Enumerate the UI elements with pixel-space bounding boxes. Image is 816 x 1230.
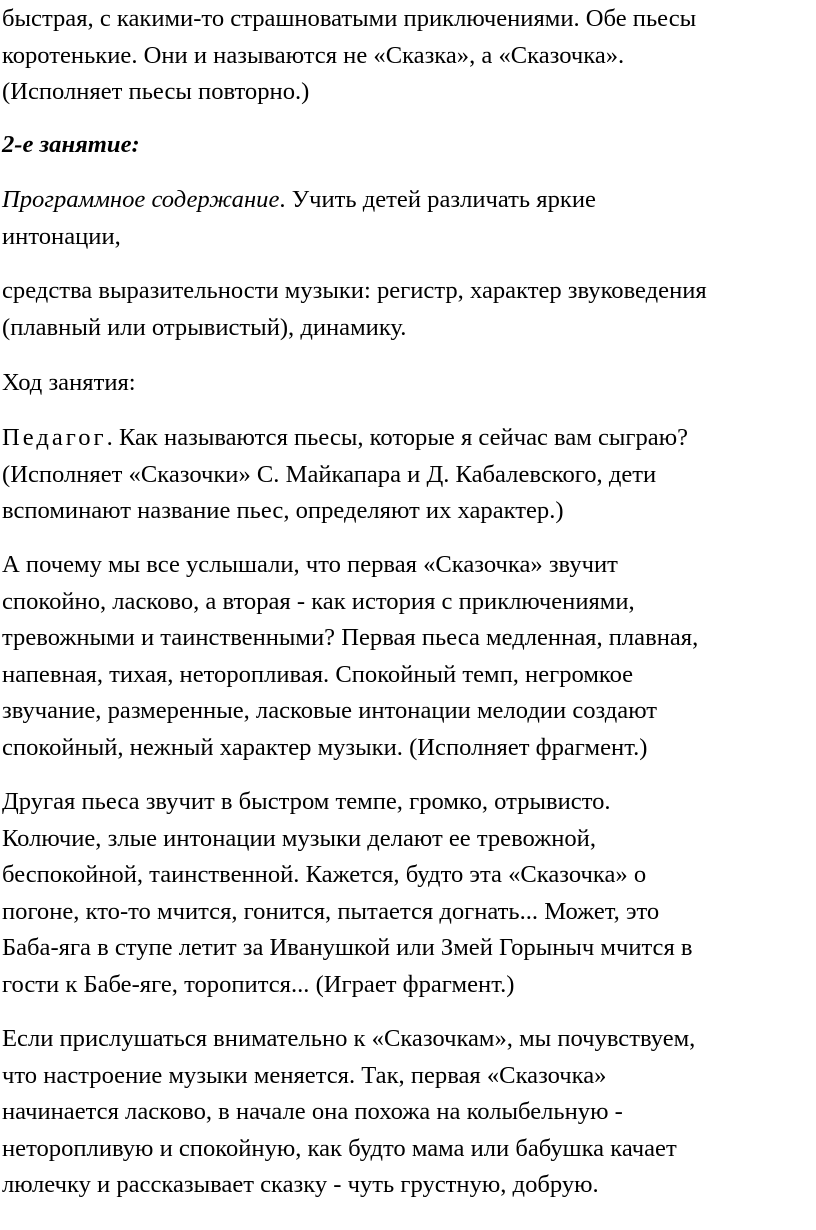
text-line: напевная, тихая, неторопливая. Спокойный темп, негромкое xyxy=(2,660,634,688)
paragraph-first-piece xyxy=(2,547,812,767)
text-line: быстрая, с какими-то страшноватыми приключениями. Обе пьесы xyxy=(2,5,697,32)
lesson-heading xyxy=(2,127,812,164)
text-line: гости к Бабе-яге, торопится... (Играет фрагмент.) xyxy=(2,970,515,998)
paragraph-lesson-flow xyxy=(2,365,812,402)
text-line: . Учить детей различать яркие xyxy=(279,186,596,213)
text-line: коротенькие. Они и называются не «Сказка», а «Сказочка». xyxy=(2,41,625,69)
text-line: средства выразительности музыки: регистр, характер звуковедения xyxy=(2,277,707,304)
text-line: Другая пьеса звучит в быстром темпе, громко, отрывисто. xyxy=(2,788,611,815)
text-line: Ход занятия: xyxy=(2,369,136,396)
heading-text: 2-е занятие: xyxy=(2,131,140,158)
text-line: погоне, кто-то мчится, гонится, пытается догнать... Может, это xyxy=(2,897,660,925)
paragraph-mood-change xyxy=(2,1021,812,1204)
text-line: спокойный, нежный характер музыки. (Исполняет фрагмент.) xyxy=(2,733,648,761)
text-line: беспокойной, таинственной. Кажется, будто эта «Сказочка» о xyxy=(2,861,647,889)
text-line: звучание, размеренные, ласковые интонации мелодии создают xyxy=(2,697,658,725)
paragraph-intro xyxy=(2,1,812,111)
program-content-label: Программное содержание xyxy=(2,186,280,213)
text-line: люлечку и рассказывает сказку - чуть грустную, добрую. xyxy=(2,1171,599,1199)
speaker-label: Педагог xyxy=(2,424,107,451)
text-line: (Исполняет «Сказочки» С. Майкапара и Д. Кабалевского, дети xyxy=(2,460,657,488)
text-line: Баба-яга в ступе летит за Иванушкой или Змей Горыныч мчится в xyxy=(2,934,693,962)
text-line: Если прислушаться внимательно к «Сказочкам», мы почувствуем, xyxy=(2,1025,696,1052)
paragraph-means xyxy=(2,273,812,346)
text-line: интонации, xyxy=(2,222,121,250)
paragraph-second-piece xyxy=(2,784,812,1004)
text-line: вспоминают название пьес, определяют их характер.) xyxy=(2,497,564,525)
text-line: что настроение музыки меняется. Так, первая «Сказочка» xyxy=(2,1061,607,1089)
paragraph-program-content xyxy=(2,182,702,255)
text-line: спокойно, ласково, а вторая - как история с приключениями, xyxy=(2,587,635,615)
text-line: А почему мы все услышали, что первая «Сказочка» звучит xyxy=(2,551,618,578)
text-line: начинается ласково, в начале она похожа на колыбельную - xyxy=(2,1098,623,1126)
text-line: неторопливую и спокойную, как будто мама или бабушка качает xyxy=(2,1134,677,1162)
text-line: тревожными и таинственными? Первая пьеса медленная, плавная, xyxy=(2,624,699,652)
paragraph-teacher xyxy=(2,420,812,530)
text-line: (Исполняет пьесы повторно.) xyxy=(2,78,310,106)
text-line: . Как называются пьесы, которые я сейчас вам сыграю? xyxy=(106,424,688,451)
text-line: Колючие, злые интонации музыки делают ее тревожной, xyxy=(2,824,596,852)
text-line: (плавный или отрывистый), динамику. xyxy=(2,313,407,341)
